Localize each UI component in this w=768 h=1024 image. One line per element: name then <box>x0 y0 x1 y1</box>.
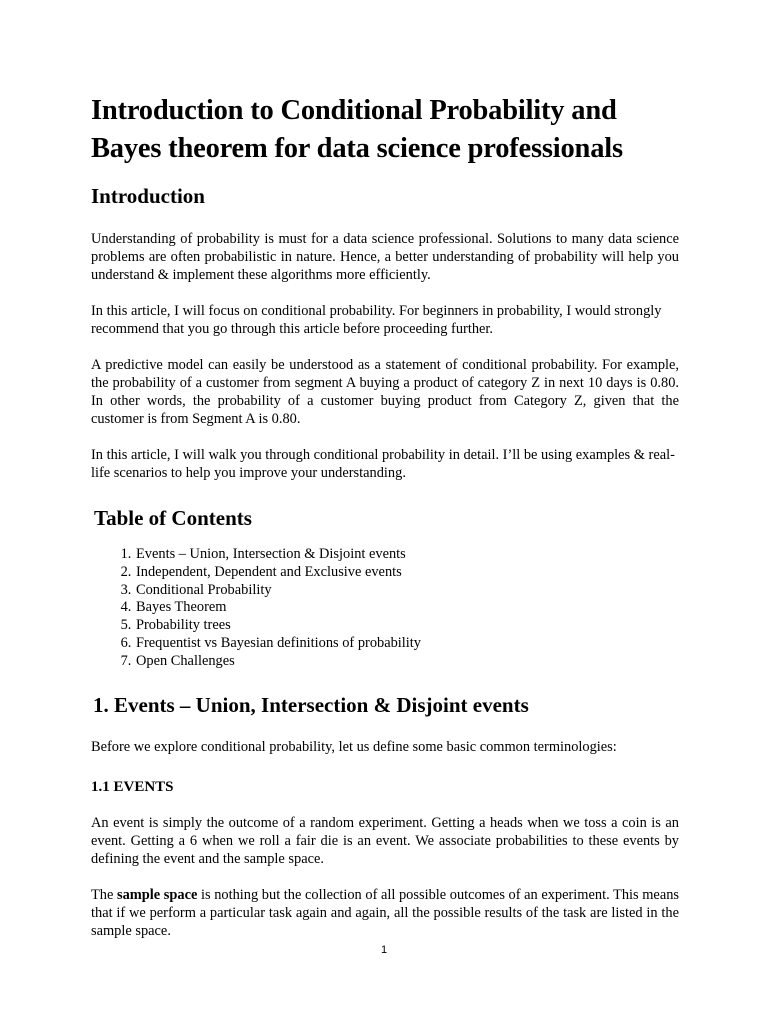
sample-space-rest: is nothing but the collection of all possible outcomes of an experiment. This means that if we perform a particular task again and again, all the possible results of the task are listed in the sample space. <box>91 886 680 939</box>
events-paragraph: An event is simply the outcome of a random experiment. Getting a heads when we toss a coin is an event. Getting a 6 when we roll a fair die is an event. We associate probabilities to these events by defining the event and the sample space. <box>91 814 679 867</box>
intro-paragraph-2: In this article, I will focus on conditional probability. For beginners in probability, I would strongly recommend that you go through this article before proceeding further. <box>91 303 662 337</box>
intro-paragraph-4: In this article, I will walk you through conditional probability in detail. I’ll be using examples & real-life scenarios to help you improve your understanding. <box>91 447 675 481</box>
toc-item: 3. Conditional Probability <box>135 582 679 600</box>
document-page <box>91 92 679 940</box>
sample-space-prefix: The <box>91 886 117 903</box>
page-number: 1 <box>380 944 388 956</box>
toc-item: 6. Frequentist vs Bayesian definitions of probability <box>135 635 679 653</box>
sample-space-term: sample space <box>117 886 198 903</box>
intro-paragraph-3: A predictive model can easily be understood as a statement of conditional probability. For example, the probability of a customer from segment A buying a product of category Z in next 10 days is 0.80. In other words, the probability of a customer buying product from Category Z, given that the customer is from Segment A is 0.80. <box>91 357 679 427</box>
document-title: Introduction to Conditional Probability and Bayes theorem for data science professionals <box>91 95 623 164</box>
table-of-contents-heading: Table of Contents <box>94 506 252 530</box>
toc-item: 4. Bayes Theorem <box>135 599 679 617</box>
toc-item: 2. Independent, Dependent and Exclusive events <box>135 564 679 582</box>
introduction-heading: Introduction <box>91 184 205 208</box>
sample-space-paragraph <box>91 886 679 940</box>
toc-item: 1. Events – Union, Intersection & Disjoint events <box>135 546 679 564</box>
section-1-intro: Before we explore conditional probability, let us define some basic common terminologies: <box>91 738 617 755</box>
toc-item: 7. Open Challenges <box>135 653 679 671</box>
table-of-contents-list <box>91 546 679 671</box>
section-1-heading: 1. Events – Union, Intersection & Disjoint events <box>93 692 529 717</box>
intro-paragraph-1: Understanding of probability is must for a data science professional. Solutions to many data science problems are often probabilistic in nature. Hence, a better understanding of probability will help you understand & implement these algorithms more efficiently. <box>91 231 679 283</box>
toc-item: 5. Probability trees <box>135 617 679 635</box>
subsection-events-heading: 1.1 EVENTS <box>91 778 174 795</box>
